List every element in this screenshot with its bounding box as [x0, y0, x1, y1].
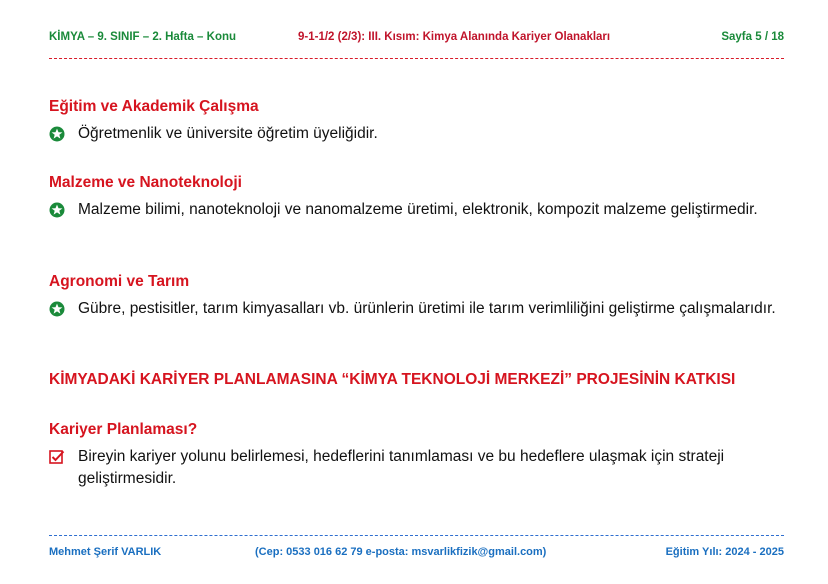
section-heading: Kariyer Planlaması? — [49, 421, 198, 438]
header-page-number: Sayfa 5 / 18 — [721, 31, 784, 43]
section-materials — [49, 173, 789, 221]
section-career-planning — [49, 420, 789, 490]
star-circle-icon — [49, 202, 65, 218]
page-header — [49, 31, 784, 49]
item-text: Gübre, pestisitler, tarım kimyasalları vb. ürünlerin üretimi ile tarım verimliliğini geliştirme çalışmalarıdır. — [78, 300, 776, 317]
list-item — [49, 298, 789, 320]
header-divider — [49, 58, 784, 59]
footer-divider — [49, 535, 784, 536]
star-circle-icon — [49, 301, 65, 317]
section-education — [49, 97, 789, 145]
section-heading: Eğitim ve Akademik Çalışma — [49, 98, 259, 115]
section-heading: Agronomi ve Tarım — [49, 273, 190, 290]
footer-contact: (Cep: 0533 016 62 79 e-posta: msvarlikfizik@gmail.com) — [255, 546, 547, 558]
main-heading-block — [49, 370, 789, 390]
list-item — [49, 199, 789, 221]
footer-author: Mehmet Şerif VARLIK — [49, 546, 162, 558]
footer-year: Eğitim Yılı: 2024 - 2025 — [665, 546, 784, 558]
list-item — [49, 446, 789, 490]
header-course: KİMYA – 9. SINIF – 2. Hafta – Konu — [49, 31, 237, 43]
list-item — [49, 123, 789, 145]
item-text: Öğretmenlik ve üniversite öğretim üyeliğidir. — [78, 125, 378, 142]
star-circle-icon — [49, 126, 65, 142]
main-heading: KİMYADAKİ KARİYER PLANLAMASINA “KİMYA TEKNOLOJİ MERKEZİ” PROJESİNİN KATKISI — [49, 371, 736, 388]
header-topic: 9-1-1/2 (2/3): III. Kısım: Kimya Alanında Kariyer Olanakları — [298, 31, 611, 43]
item-text: Malzeme bilimi, nanoteknoloji ve nanomalzeme üretimi, elektronik, kompozit malzeme geliştirmedir. — [78, 201, 758, 218]
checkbox-checked-icon — [49, 449, 65, 465]
section-agronomy — [49, 272, 789, 320]
section-heading: Malzeme ve Nanoteknoloji — [49, 174, 242, 191]
page-footer — [49, 546, 784, 562]
item-text: Bireyin kariyer yolunu belirlemesi, hedeflerini tanımlaması ve bu hedeflere ulaşmak için strateji geliştirmesidir. — [78, 448, 725, 487]
